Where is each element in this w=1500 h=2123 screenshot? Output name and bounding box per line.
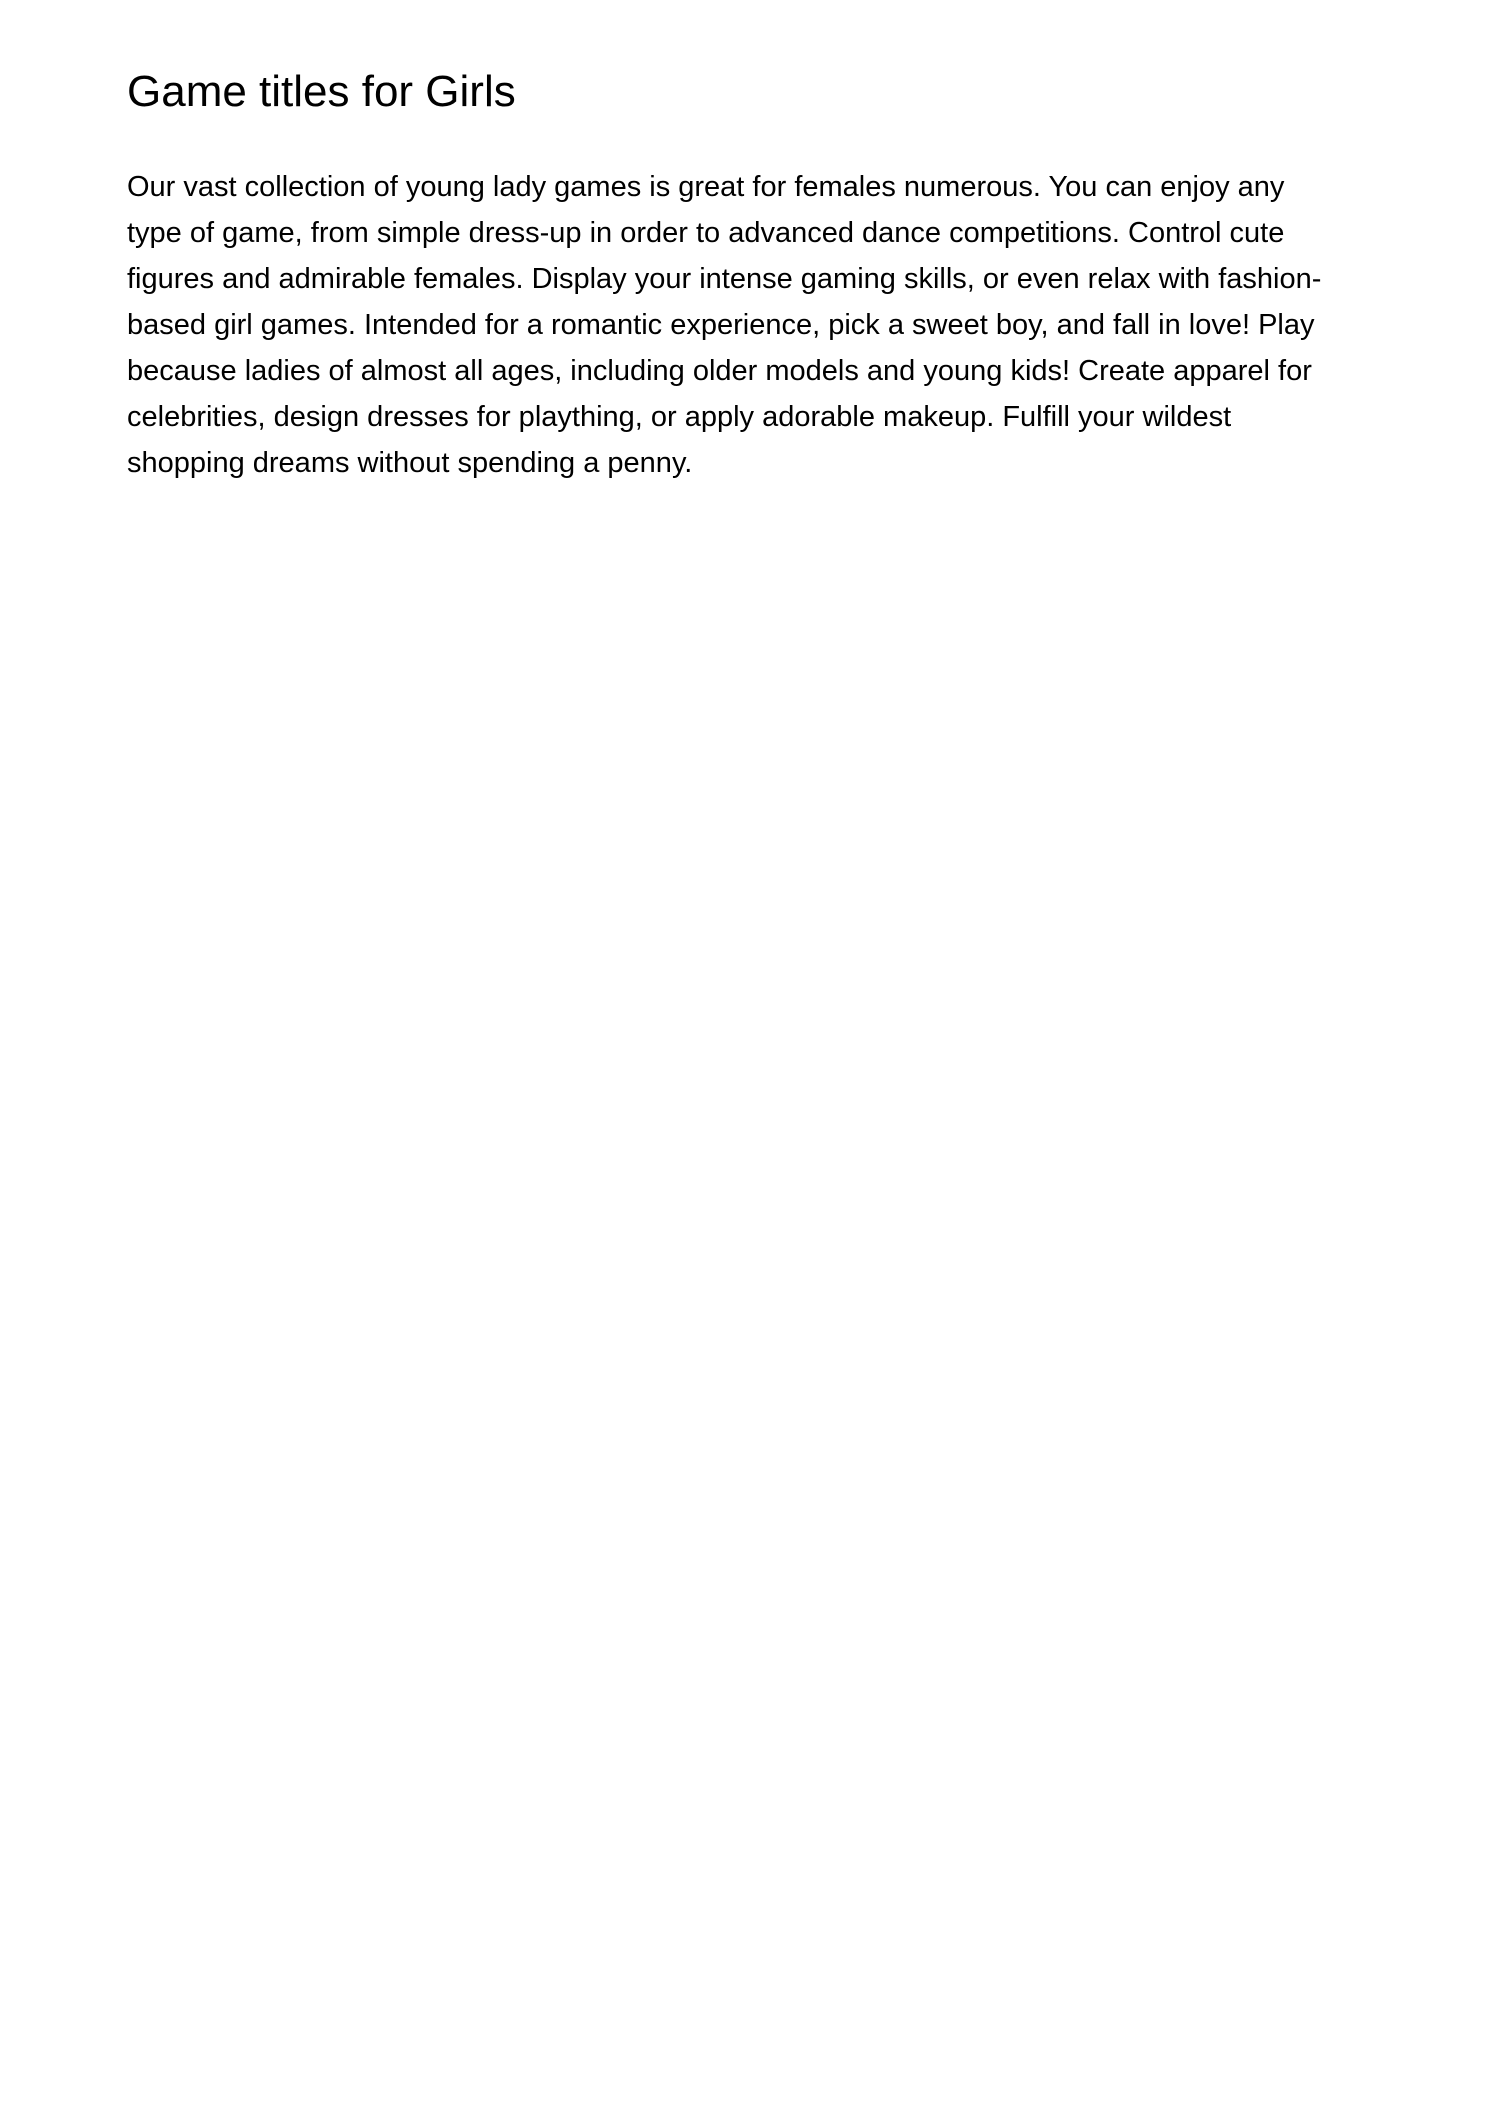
paragraph-line: based girl games. Intended for a romantic experience, pick a sweet boy, and fall in love! Play	[127, 309, 1315, 341]
body-paragraph	[127, 164, 1397, 486]
page-title: Game titles for Girls	[127, 67, 516, 116]
paragraph-line: because ladies of almost all ages, including older models and young kids! Create apparel for	[127, 355, 1312, 387]
paragraph-line: celebrities, design dresses for plaything, or apply adorable makeup. Fulfill your wildest	[127, 401, 1232, 433]
paragraph-line: Our vast collection of young lady games is great for females numerous. You can enjoy any	[127, 171, 1285, 203]
paragraph-line: figures and admirable females. Display your intense gaming skills, or even relax with fashion-	[127, 263, 1322, 295]
paragraph-line: type of game, from simple dress-up in order to advanced dance competitions. Control cute	[127, 217, 1285, 249]
paragraph-line: shopping dreams without spending a penny.	[127, 447, 693, 479]
